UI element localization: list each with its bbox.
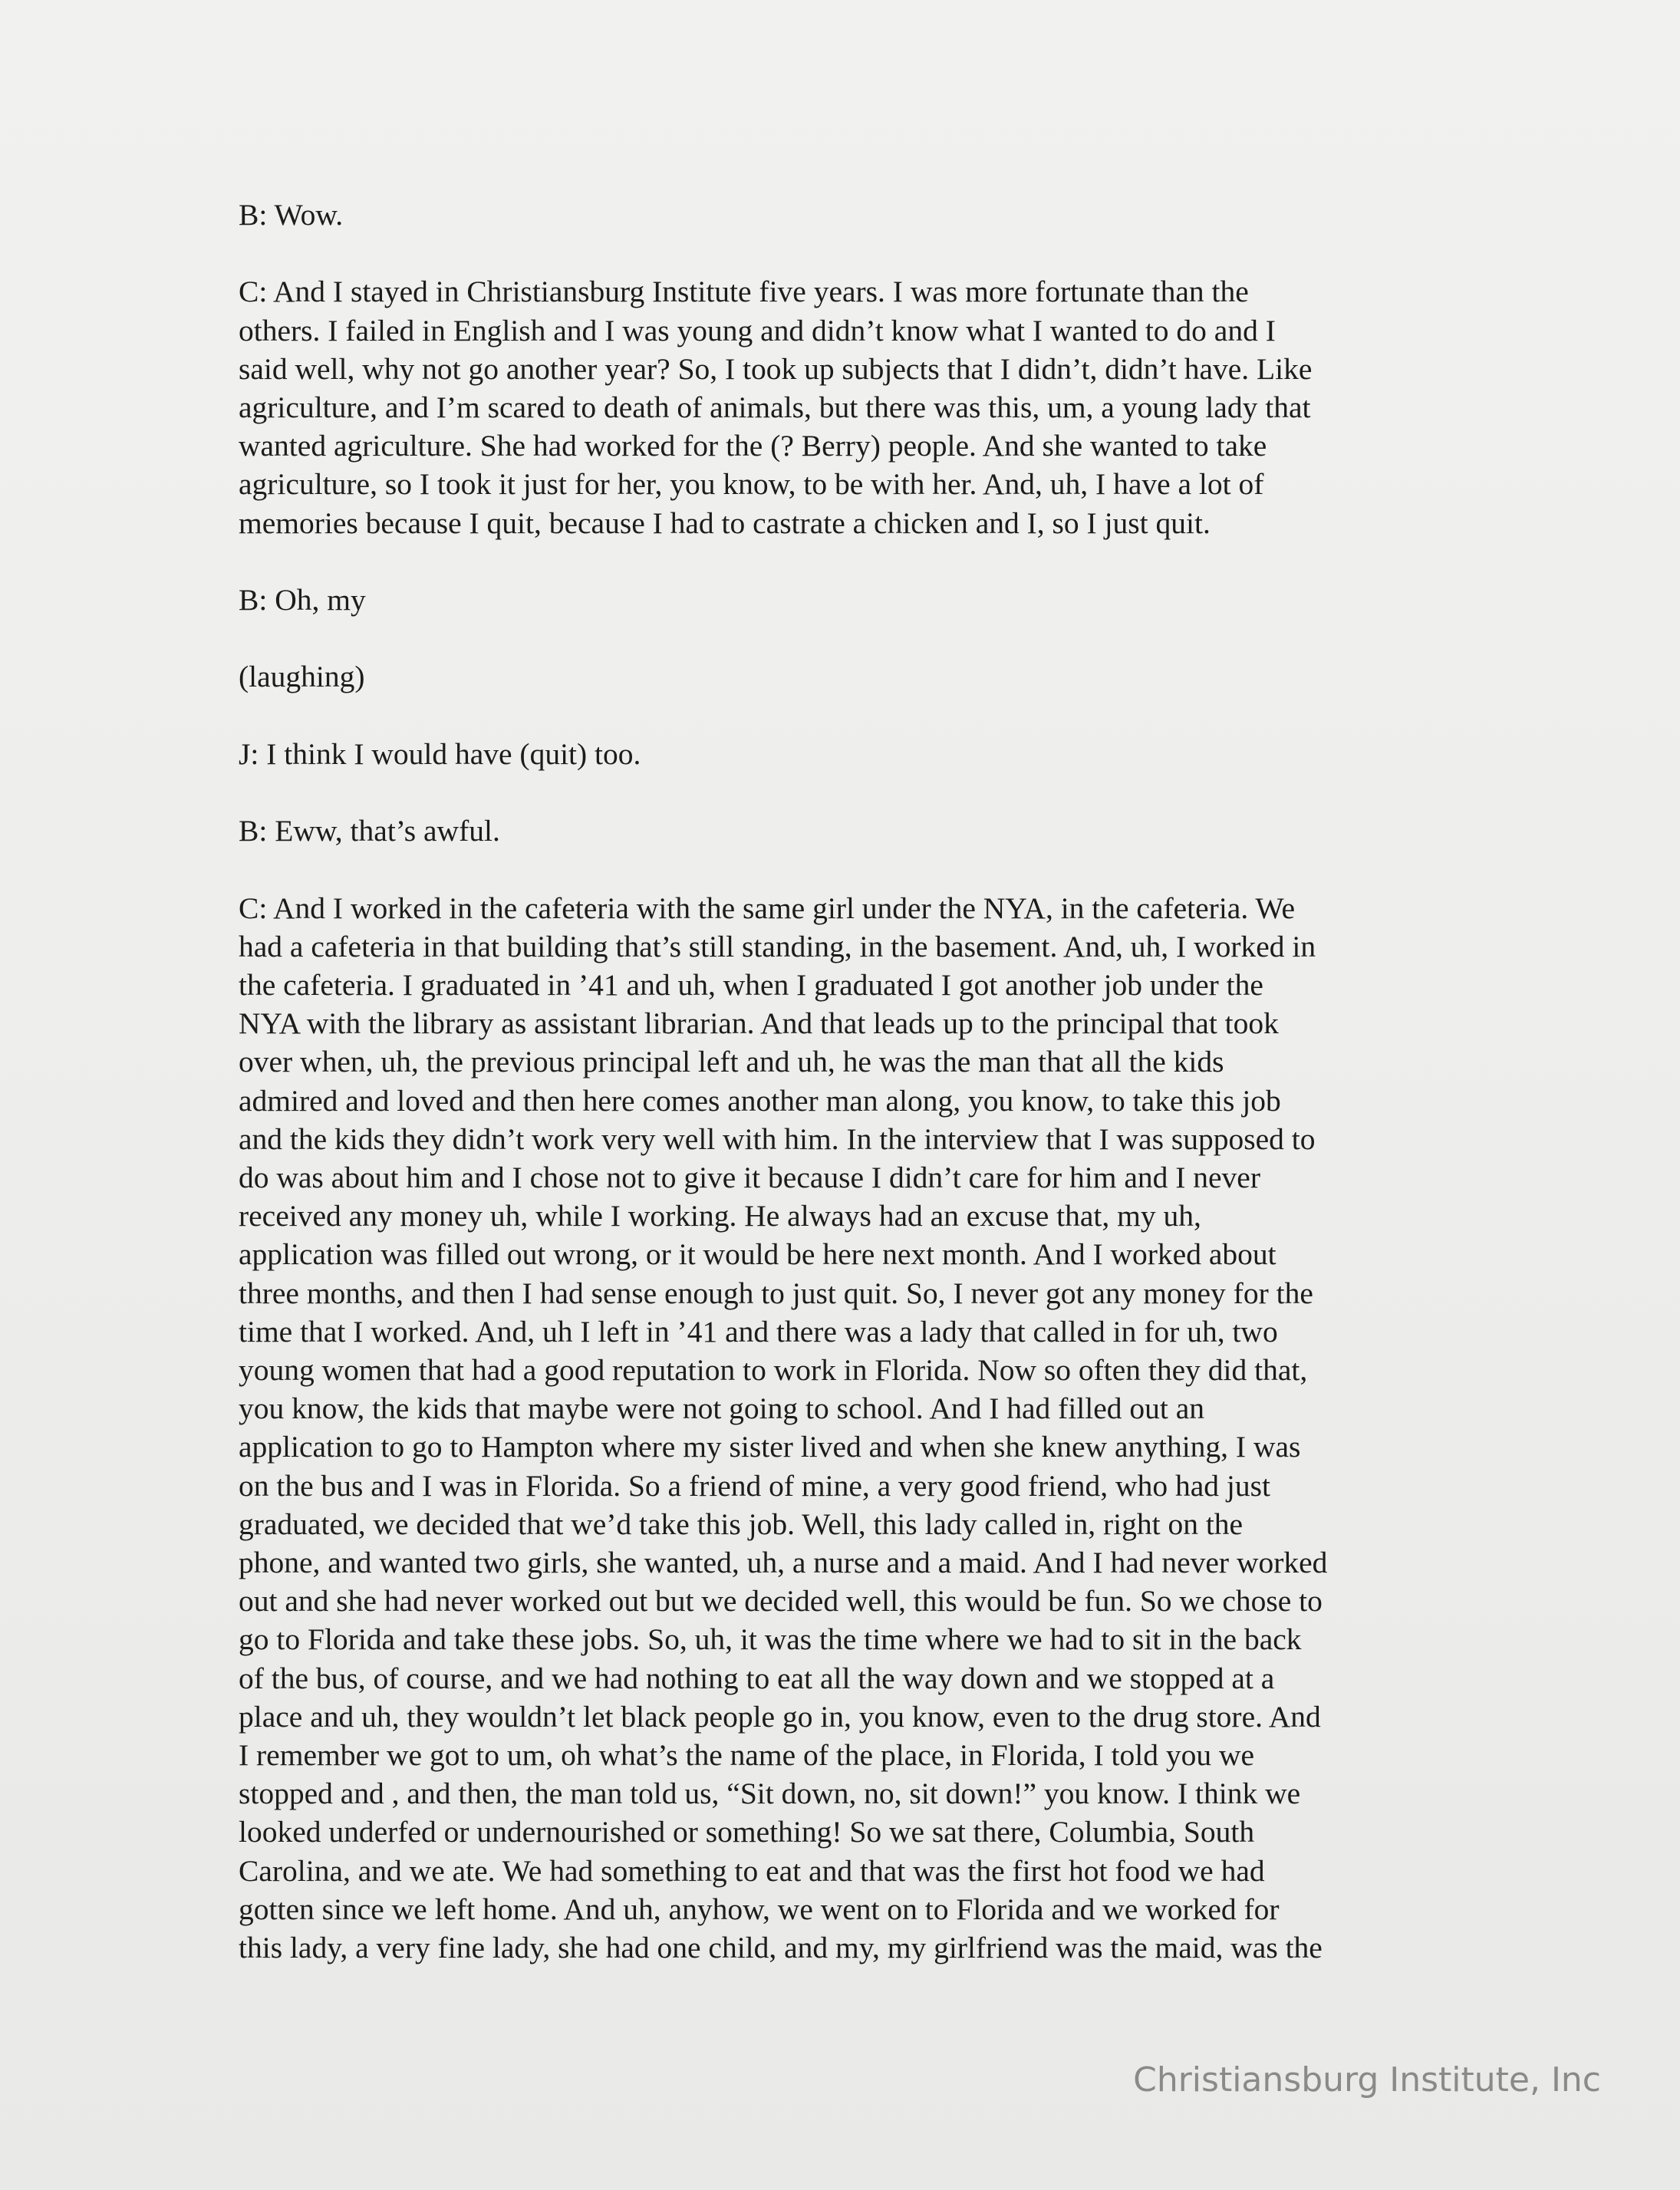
- transcript-line: agriculture, so I took it just for her, you know, to be with her. And, uh, I have a lot of: [239, 467, 1264, 502]
- transcript-line: on the bus and I was in Florida. So a friend of mine, a very good friend, who had just: [239, 1468, 1270, 1503]
- transcript-line: memories because I quit, because I had to castrate a chicken and I, so I just quit.: [239, 506, 1211, 540]
- transcript-paragraph: [239, 812, 1451, 850]
- transcript-line: J: I think I would have (quit) too.: [239, 736, 641, 771]
- transcript-paragraph: [239, 889, 1451, 1968]
- transcript-paragraph: [239, 196, 1451, 234]
- transcript-line: NYA with the library as assistant librarian. And that leads up to the principal that took: [239, 1006, 1279, 1041]
- transcript-line: I remember we got to um, oh what’s the name of the place, in Florida, I told you we: [239, 1738, 1255, 1773]
- transcript-line: received any money uh, while I working. He always had an excuse that, my uh,: [239, 1199, 1201, 1233]
- transcript-line: said well, why not go another year? So, I took up subjects that I didn’t, didn’t have. Like: [239, 351, 1313, 386]
- transcript-line: do was about him and I chose not to give it because I didn’t care for him and I never: [239, 1160, 1260, 1194]
- watermark: Christiansburg Institute, Inc: [1133, 2060, 1601, 2099]
- transcript-paragraph: [239, 735, 1451, 773]
- transcript-line: looked underfed or undernourished or something! So we sat there, Columbia, South: [239, 1815, 1255, 1849]
- transcript-line: others. I failed in English and I was young and didn’t know what I wanted to do and I: [239, 313, 1276, 347]
- transcript-line: graduated, we decided that we’d take this job. Well, this lady called in, right on the: [239, 1507, 1244, 1541]
- transcript-line: agriculture, and I’m scared to death of animals, but there was this, um, a young lady that: [239, 390, 1311, 424]
- transcript-line: B: Eww, that’s awful.: [239, 814, 500, 848]
- transcript-line: of the bus, of course, and we had nothing to eat all the way down and we stopped at a: [239, 1661, 1275, 1695]
- transcript-line: had a cafeteria in that building that’s still standing, in the basement. And, uh, I worked in: [239, 929, 1316, 963]
- transcript-line: this lady, a very fine lady, she had one child, and my, my girlfriend was the maid, was the: [239, 1931, 1323, 1965]
- transcript-line: wanted agriculture. She had worked for the (? Berry) people. And she wanted to take: [239, 429, 1267, 463]
- transcript-line: young women that had a good reputation to work in Florida. Now so often they did that,: [239, 1353, 1308, 1387]
- transcript-line: application to go to Hampton where my sister lived and when she knew anything, I was: [239, 1430, 1301, 1464]
- transcript-line: B: Oh, my: [239, 583, 366, 617]
- transcript-line: C: And I stayed in Christiansburg Institute five years. I was more fortunate than the: [239, 275, 1249, 309]
- transcript-line: application was filled out wrong, or it would be here next month. And I worked about: [239, 1237, 1276, 1272]
- transcript-line: C: And I worked in the cafeteria with the same girl under the NYA, in the cafeteria. We: [239, 891, 1296, 925]
- transcript-line: the cafeteria. I graduated in ’41 and uh, when I graduated I got another job under the: [239, 967, 1263, 1002]
- transcript-line: gotten since we left home. And uh, anyhow, we went on to Florida and we worked for: [239, 1892, 1280, 1926]
- transcript-line: stopped and , and then, the man told us, “Sit down, no, sit down!” you know. I think we: [239, 1777, 1301, 1811]
- transcript-line: B: Wow.: [239, 198, 344, 232]
- transcript-line: Carolina, and we ate. We had something to eat and that was the first hot food we had: [239, 1853, 1265, 1888]
- transcript-line: (laughing): [239, 660, 365, 694]
- transcript-line: three months, and then I had sense enough to just quit. So, I never got any money for the: [239, 1276, 1313, 1310]
- transcript-line: you know, the kids that maybe were not going to school. And I had filled out an: [239, 1391, 1205, 1426]
- transcript-line: over when, uh, the previous principal left and uh, he was the man that all the kids: [239, 1045, 1224, 1079]
- transcript-line: go to Florida and take these jobs. So, uh, it was the time where we had to sit in the back: [239, 1622, 1302, 1657]
- transcript-line: place and uh, they wouldn’t let black people go in, you know, even to the drug store. And: [239, 1699, 1321, 1734]
- transcript-paragraph: [239, 657, 1451, 696]
- transcript-line: out and she had never worked out but we decided well, this would be fun. So we chose to: [239, 1584, 1323, 1619]
- transcript-line: and the kids they didn’t work very well with him. In the interview that I was supposed to: [239, 1121, 1316, 1156]
- transcript-paragraph: [239, 272, 1451, 542]
- transcript-line: time that I worked. And, uh I left in ’41 and there was a lady that called in for uh, two: [239, 1314, 1278, 1349]
- interview-transcript: [239, 196, 1451, 2005]
- transcript-line: phone, and wanted two girls, she wanted, uh, a nurse and a maid. And I had never worked: [239, 1546, 1328, 1580]
- transcript-paragraph: [239, 581, 1451, 619]
- transcript-line: admired and loved and then here comes another man along, you know, to take this job: [239, 1083, 1281, 1118]
